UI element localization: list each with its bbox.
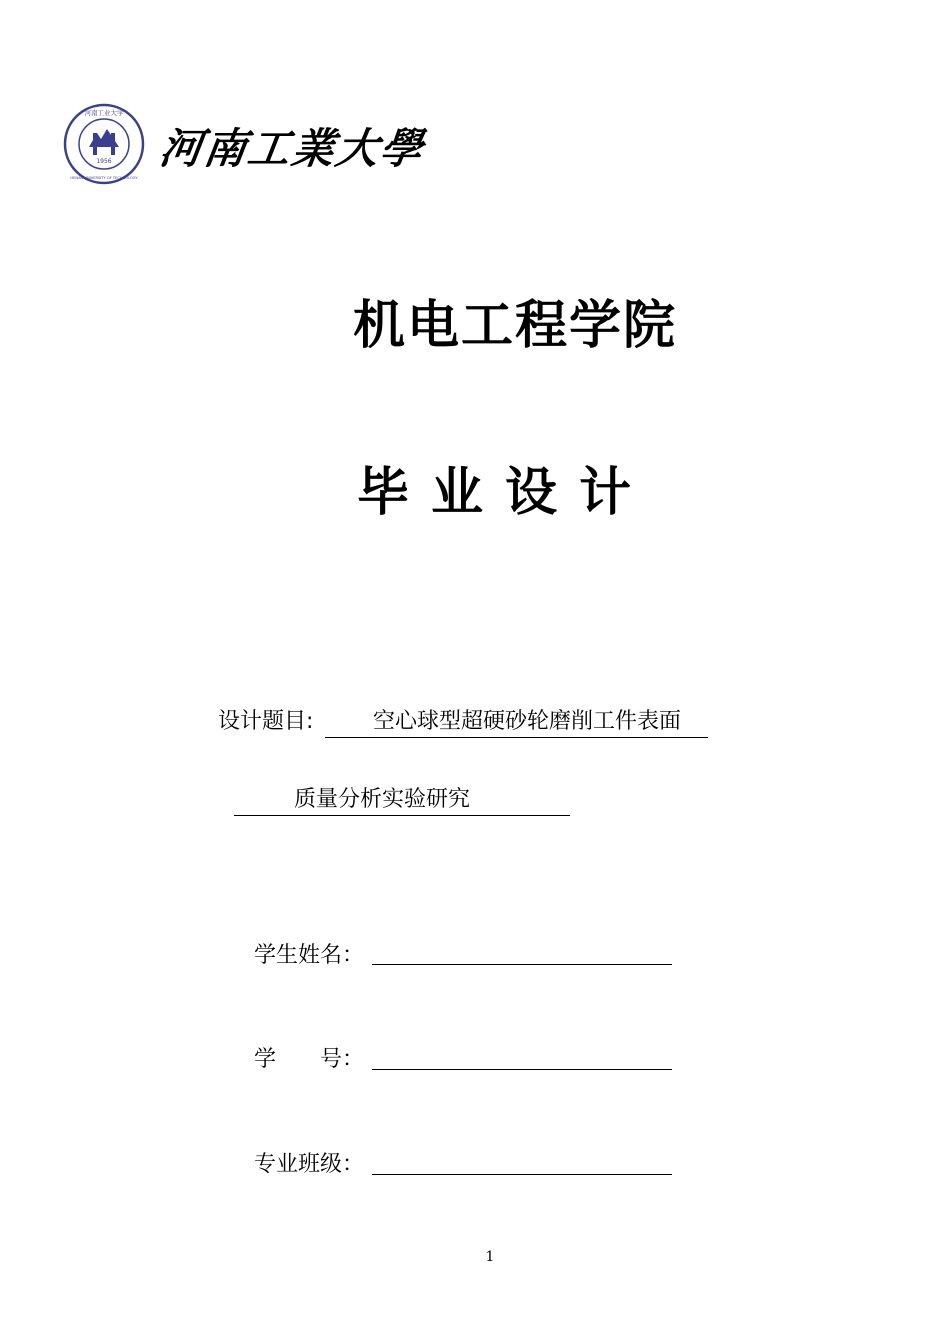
college-name: 机电工程学院 [352, 296, 677, 356]
topic-line-1: 空心球型超硬砂轮磨削工件表面 [325, 707, 708, 738]
major-class-label: 专业班级： [254, 1152, 365, 1177]
document-type-heading: 毕业设计 [356, 463, 653, 523]
student-name-blank[interactable] [372, 964, 672, 965]
student-name-label: 学生姓名： [254, 943, 365, 968]
topic-label: 设计题目: [218, 709, 314, 734]
student-id-blank[interactable] [372, 1069, 672, 1070]
university-name-wordmark: 河南工業大學 [156, 124, 428, 173]
topic-line-2: 质量分析实验研究 [234, 785, 570, 816]
svg-text:1956: 1956 [96, 158, 112, 165]
svg-text:河南工业大学: 河南工业大学 [84, 109, 124, 117]
svg-text:HENAN UNIVERSITY OF TECHNOLOGY: HENAN UNIVERSITY OF TECHNOLOGY [70, 176, 138, 180]
student-id-label: 学 号： [254, 1047, 365, 1072]
page-number: 1 [485, 1249, 495, 1265]
university-seal-logo [63, 103, 145, 185]
major-class-blank[interactable] [372, 1174, 672, 1175]
